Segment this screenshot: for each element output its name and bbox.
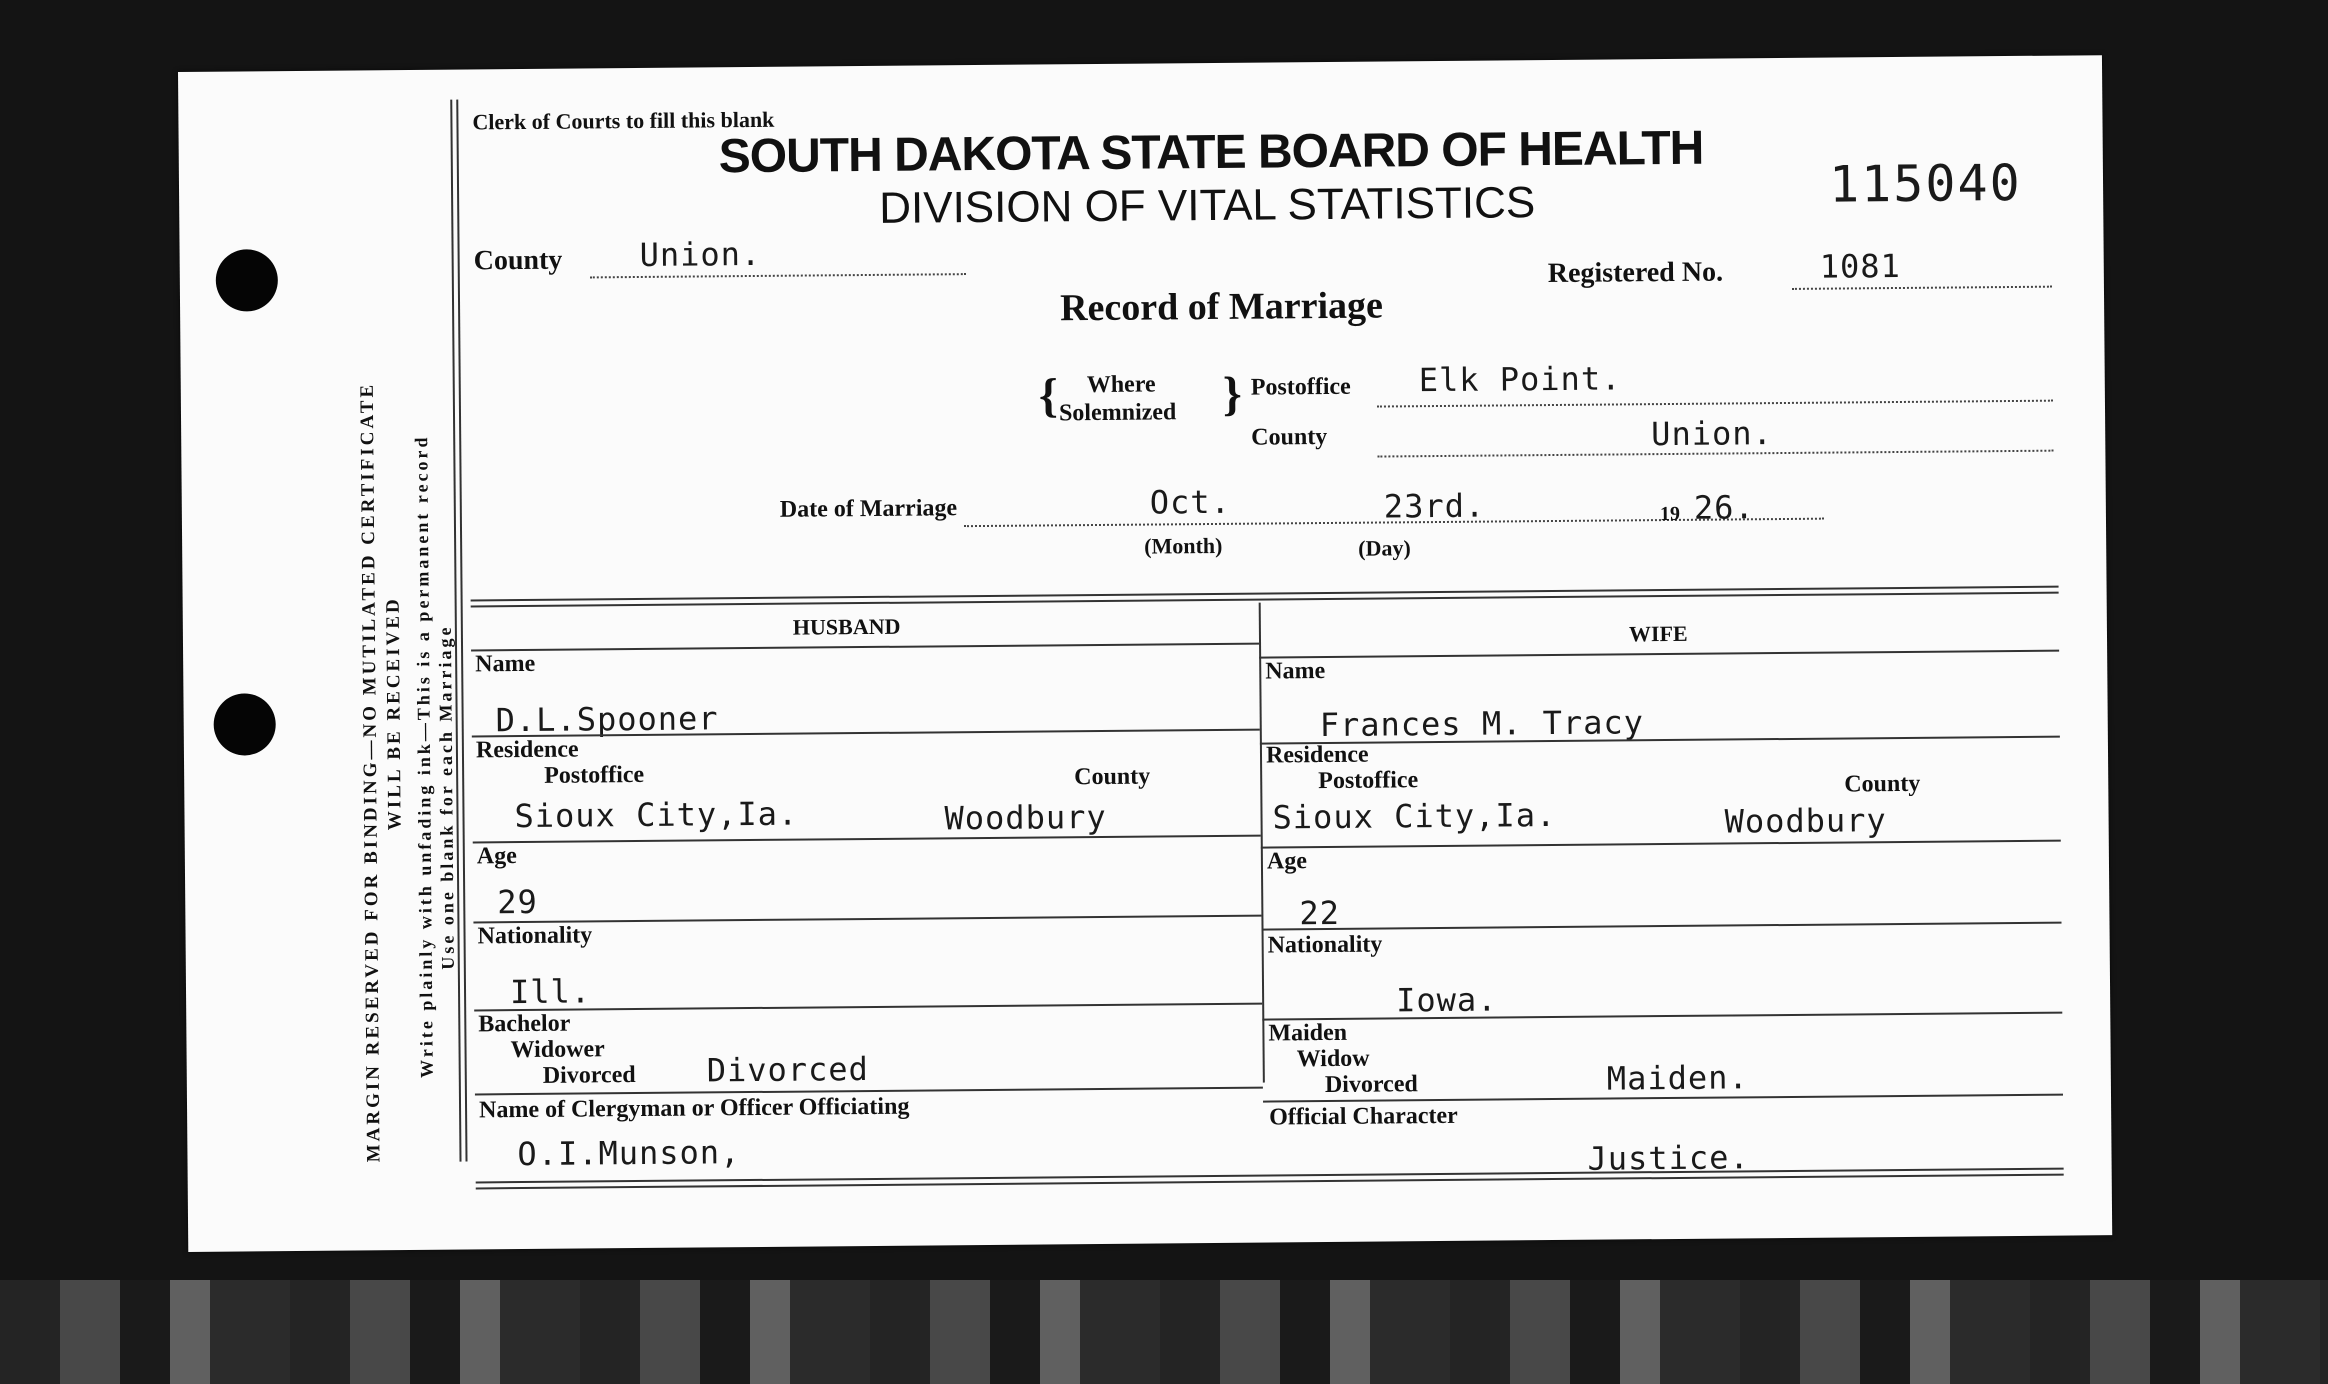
solemnized-county-value: Union. [1651, 414, 1773, 454]
binding-hole-bottom [213, 693, 276, 756]
official-character-label: Official Character [1269, 1102, 1458, 1131]
board-title: SOUTH DAKOTA STATE BOARD OF HEALTH [718, 121, 1704, 184]
margin-binding-note-2: WILL BE RECEIVED [382, 596, 406, 831]
wife-postoffice: Sioux City,Ia. [1272, 796, 1557, 837]
registered-value: 1081 [1819, 246, 1901, 286]
husband-age: 29 [497, 882, 538, 922]
husband-age-label: Age [476, 843, 517, 870]
wife-status-widow: Widow [1296, 1045, 1370, 1073]
husband-heading: HUSBAND [792, 613, 901, 640]
wife-status-divorced: Divorced [1324, 1071, 1418, 1099]
husband-name: D.L.Spooner [495, 699, 719, 740]
husband-nationality-rule [474, 1003, 1262, 1012]
wife-county-label: County [1844, 770, 1921, 798]
husband-postoffice: Sioux City,Ia. [514, 794, 799, 836]
where-label: Where [1086, 371, 1156, 399]
county-label: County [473, 244, 563, 277]
solemnized-postoffice-line [1377, 400, 2053, 408]
husband-residence-rule [473, 835, 1261, 844]
wife-postoffice-label: Postoffice [1318, 767, 1419, 795]
wife-nationality-label: Nationality [1267, 931, 1383, 959]
margin-ink-note-2: Use one blank for each Marriage [434, 624, 458, 970]
date-month-caption: (Month) [1144, 532, 1223, 559]
left-brace: { [1038, 369, 1059, 423]
marriage-record-card [178, 55, 2112, 1252]
solemnized-postoffice-value: Elk Point. [1418, 359, 1622, 400]
officiant-label: Name of Clergyman or Officer Officiating [478, 1093, 910, 1124]
wife-age: 22 [1299, 893, 1341, 933]
wife-name: Frances M. Tracy [1319, 703, 1645, 745]
wife-heading-rule [1259, 650, 2059, 659]
husband-nationality-label: Nationality [477, 922, 593, 950]
wife-age-rule [1262, 922, 2062, 931]
margin-binding-note: MARGIN RESERVED FOR BINDING—NO MUTILATED CERTIFICATE [356, 381, 385, 1163]
date-label: Date of Marriage [779, 495, 958, 523]
husband-status: Divorced [706, 1050, 870, 1090]
wife-residence-rule [1261, 840, 2061, 849]
date-day: 23rd. [1383, 486, 1486, 526]
husband-postoffice-label: Postoffice [544, 761, 645, 789]
county-value: Union. [639, 234, 762, 274]
wife-status-maiden: Maiden [1268, 1019, 1348, 1047]
husband-status-divorced: Divorced [542, 1062, 636, 1089]
wife-nationality: Iowa. [1395, 980, 1498, 1020]
husband-status-bachelor: Bachelor [478, 1010, 571, 1038]
film-strip-edge [0, 1280, 2328, 1384]
date-day-caption: (Day) [1358, 535, 1411, 561]
record-title: Record of Marriage [1059, 284, 1384, 330]
wife-nationality-rule [1262, 1012, 2062, 1021]
date-year-prefix: 19 [1659, 502, 1681, 526]
wife-name-label: Name [1265, 658, 1326, 685]
column-divider [1259, 603, 1265, 1083]
right-brace: } [1222, 367, 1243, 421]
officiant-name: O.I.Munson, [517, 1133, 741, 1174]
solemnized-county-label: County [1251, 423, 1328, 451]
registered-line [1792, 286, 2052, 290]
husband-name-label: Name [475, 650, 536, 678]
wife-county: Woodbury [1724, 801, 1887, 841]
date-month: Oct. [1149, 482, 1232, 522]
official-character: Justice. [1587, 1138, 1750, 1178]
husband-county: Woodbury [944, 797, 1107, 838]
registered-label: Registered No. [1547, 256, 1724, 290]
wife-age-label: Age [1266, 848, 1308, 875]
husband-county-label: County [1074, 763, 1151, 791]
margin-ink-note: Write plainly with unfading ink—This is a permanent record [411, 434, 437, 1078]
instruction-text: Clerk of Courts to fill this blank [472, 106, 775, 135]
solemnized-label: Solemnized [1058, 399, 1177, 427]
wife-residence-label: Residence [1265, 741, 1369, 769]
husband-status-widower: Widower [510, 1036, 605, 1064]
wife-heading: WIFE [1628, 620, 1688, 647]
husband-nationality: Ill. [509, 972, 592, 1012]
husband-heading-rule [471, 643, 1259, 652]
binding-hole-top [216, 249, 279, 312]
date-year: 26. [1693, 488, 1755, 527]
division-title: DIVISION OF VITAL STATISTICS [879, 178, 1536, 233]
solemnized-postoffice-label: Postoffice [1250, 373, 1351, 401]
certificate-number: 115040 [1828, 153, 2022, 214]
husband-residence-label: Residence [475, 736, 579, 764]
wife-status: Maiden. [1606, 1058, 1749, 1098]
